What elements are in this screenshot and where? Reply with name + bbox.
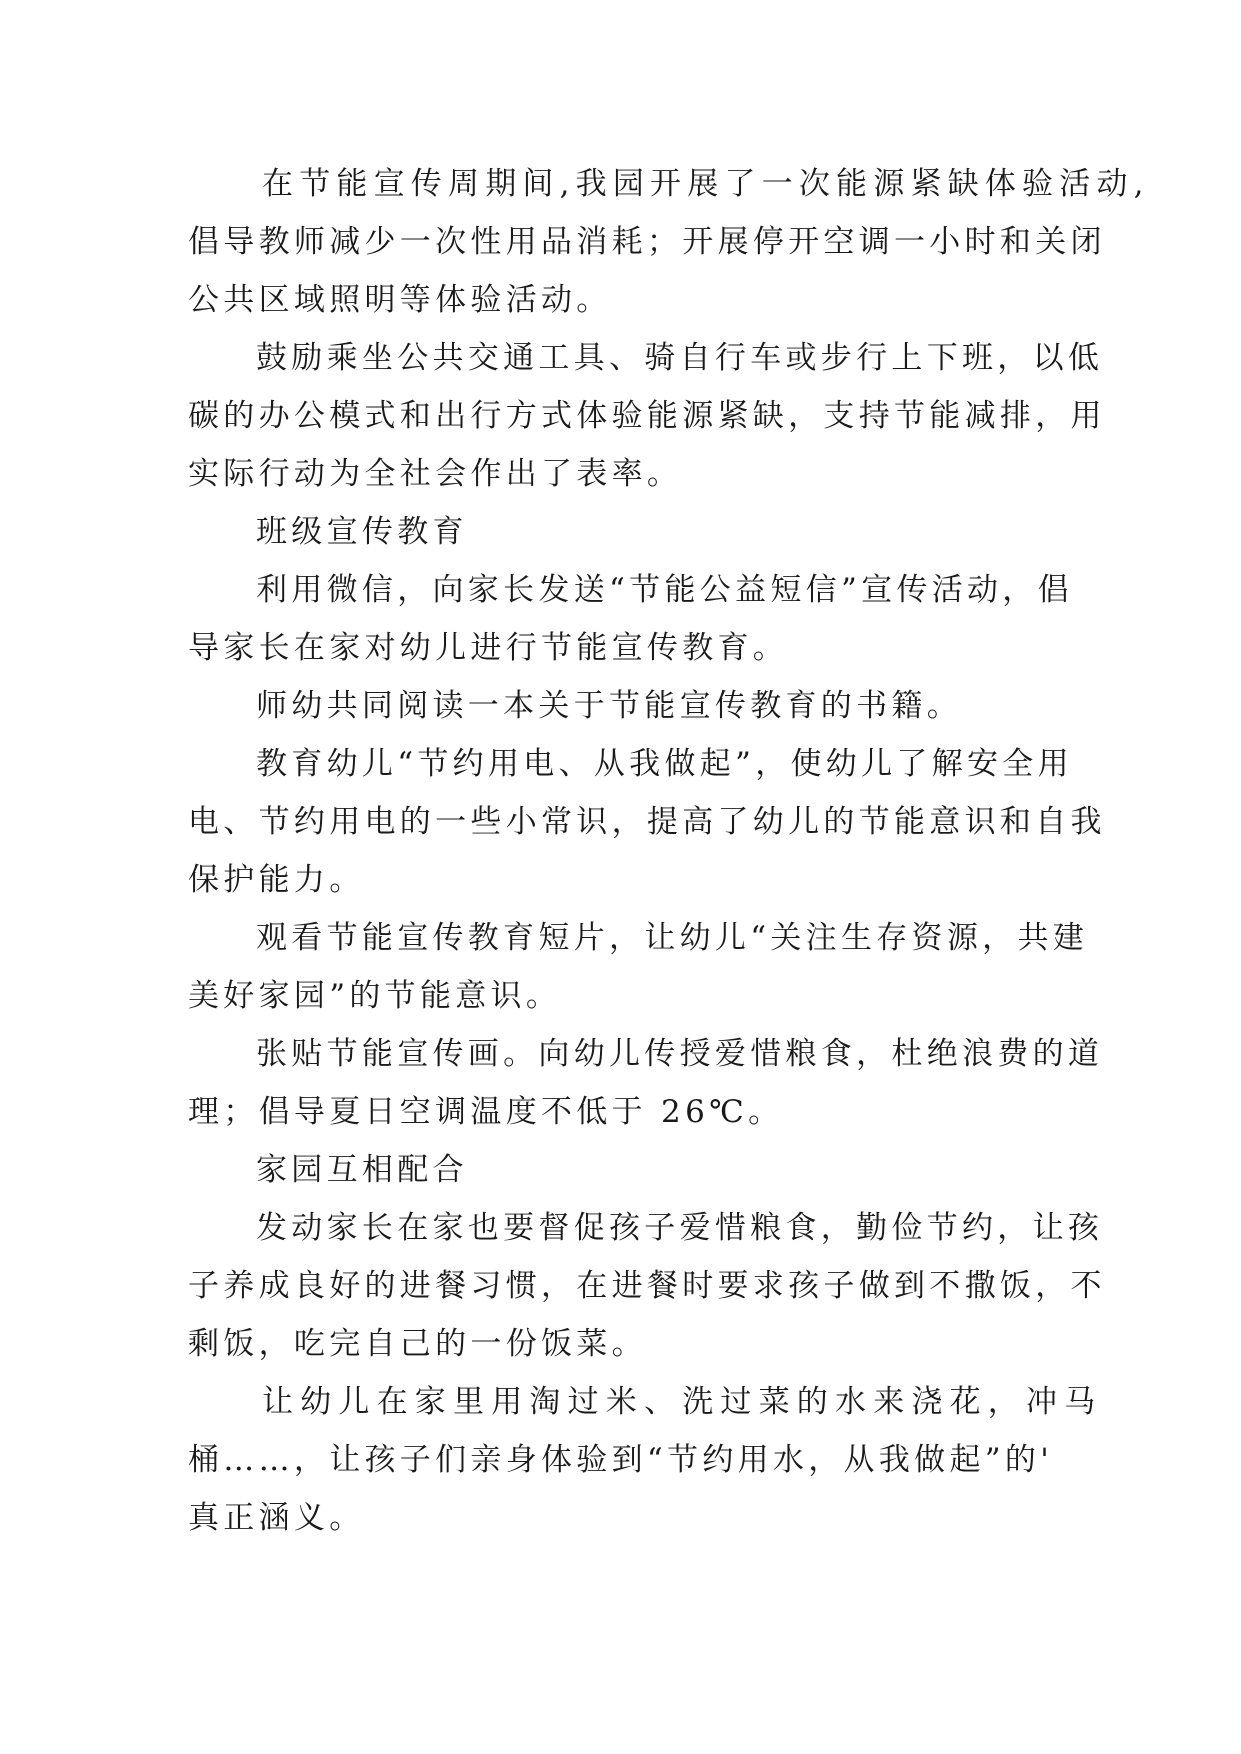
text-line: 发动家长在家也要督促孩子爱惜粮食，勤俭节约，让孩 [256,1210,1104,1246]
text-line: 师幼共同阅读一本关于节能宣传教育的书籍。 [256,688,962,724]
text-line: 理；倡导夏日空调温度不低于 26℃。 [188,1094,784,1130]
text-line: 鼓励乘坐公共交通工具、骑自行车或步行上下班，以低 [256,340,1104,376]
text-line: 利用微信，向家长发送“节能公益短信”宣传活动，倡 [256,572,1073,608]
text-line: 公共区域照明等体验活动。 [188,282,612,318]
text-line: 让幼儿在家里用淘过米、洗过菜的水来浇花，冲马 [262,1384,1103,1420]
text-line: 碳的办公模式和出行方式体验能源紧缺，支持节能减排，用 [188,398,1106,434]
text-line: 子养成良好的进餐习惯，在进餐时要求孩子做到不撒饭，不 [188,1268,1106,1304]
text-line: 导家长在家对幼儿进行节能宣传教育。 [188,630,789,666]
text-line: 张贴节能宣传画。向幼儿传授爱惜粮食，杜绝浪费的道 [256,1036,1104,1072]
text-line: 剩饭，吃完自己的一份饭菜。 [188,1326,647,1362]
text-line: 电、节约用电的一些小常识，提高了幼儿的节能意识和自我 [188,804,1106,840]
text-line: 倡导教师减少一次性用品消耗；开展停开空调一小时和关闭 [188,224,1106,260]
section-heading: 班级宣传教育 [256,514,468,550]
text-line: 保护能力。 [188,862,365,898]
text-line: 实际行动为全社会作出了表率。 [188,456,683,492]
text-line: 真正涵义。 [188,1500,365,1536]
text-line: 教育幼儿“节约用电、从我做起”，使幼儿了解安全用 [256,746,1073,782]
text-line: 美好家园”的节能意识。 [188,978,562,1014]
text-line: 在节能宣传周期间,我园开展了一次能源紧缺体验活动, [262,166,1150,202]
text-line: 桶……，让孩子们亲身体验到“节约用水，从我做起”的' [188,1442,1054,1478]
section-heading: 家园互相配合 [256,1152,468,1188]
text-line: 观看节能宣传教育短片，让幼儿“关注生存资源，共建 [256,920,1089,956]
